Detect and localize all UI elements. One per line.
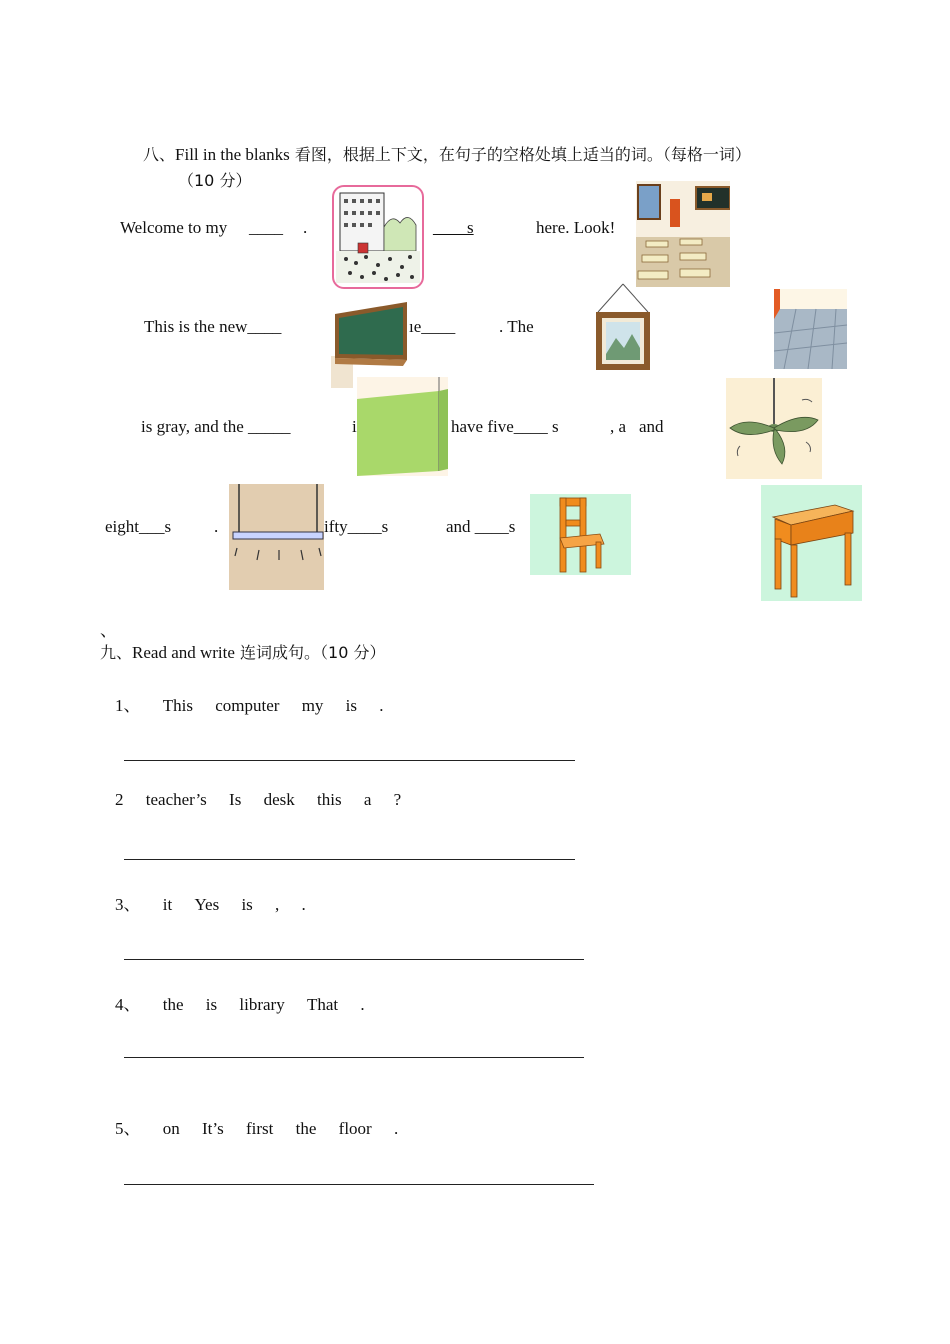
line4-text-c: ifty____s [324, 517, 389, 536]
chair-picture [530, 494, 631, 575]
item-2 [115, 790, 419, 810]
classroom-drawing [636, 181, 730, 287]
floor-picture [774, 289, 847, 369]
word: It’s [202, 1119, 224, 1138]
line3-text-d: , a [610, 417, 627, 436]
line1-period: . [303, 218, 308, 237]
word: a [363, 790, 372, 809]
line3-text-b: i [352, 417, 357, 436]
section8-heading [143, 142, 751, 165]
line1-blank-1: ____ [249, 218, 283, 237]
word: . [379, 696, 384, 715]
blackboard-picture [331, 300, 409, 388]
item-1 [115, 691, 402, 716]
answer-line-1[interactable] [124, 760, 575, 761]
answer-line-3[interactable] [124, 959, 584, 960]
word: on [162, 1119, 180, 1138]
line1-text-a: Welcome to my [120, 218, 228, 237]
school-picture [332, 185, 424, 289]
item-number: 1、 [115, 696, 141, 715]
word: That [306, 995, 339, 1014]
word: . [393, 1119, 399, 1138]
word: first [245, 1119, 274, 1138]
word: teacher’s [145, 790, 207, 809]
section9-score: （10 分） [320, 643, 386, 662]
green-wall-picture [357, 377, 448, 476]
item-5 [115, 1114, 416, 1139]
section8-score: （10 分） [178, 171, 252, 190]
word: , [275, 895, 280, 914]
word: This [162, 696, 193, 715]
wall-picture [592, 282, 654, 374]
item-4 [115, 990, 383, 1015]
stray-mark: 、 [100, 621, 117, 640]
line2-text-c: . The [499, 317, 534, 336]
wall-picture-drawing [592, 282, 654, 374]
fan-picture [726, 378, 822, 479]
word: is [205, 995, 218, 1014]
fan-drawing [726, 378, 822, 479]
word: is [241, 895, 253, 914]
answer-line-4[interactable] [124, 1057, 584, 1058]
chair-drawing [530, 494, 631, 575]
word: the [295, 1119, 317, 1138]
item-3 [115, 890, 324, 915]
answer-line-5[interactable] [124, 1184, 594, 1185]
word: ? [393, 790, 402, 809]
line1-blank-2: ____s [433, 218, 474, 237]
word: . [301, 895, 306, 914]
section9-number: 九、 [100, 643, 133, 662]
section8-number: 八、 [143, 145, 176, 164]
line3-text-e: and [639, 417, 664, 436]
line1-text-e: here. Look! [536, 218, 616, 237]
word: the [162, 995, 184, 1014]
word: my [301, 696, 324, 715]
line3-text-c: have five____ s [451, 417, 559, 436]
word: is [345, 696, 358, 715]
section9-heading [100, 640, 385, 663]
blackboard-drawing [331, 300, 409, 388]
line2-text-a: This is the new____ [144, 317, 282, 336]
section8-title-cn: 看图，根据上下文，在句子的空格处填上适当的词。（每格一词） [289, 145, 751, 164]
line4-text-d: and ____s [446, 517, 516, 536]
green-wall-drawing [357, 377, 448, 476]
desk-picture [761, 485, 862, 601]
line4-text-a: eight___s [105, 517, 172, 536]
word: Yes [194, 895, 220, 914]
word: it [162, 895, 173, 914]
item-number: 3、 [115, 895, 141, 914]
line3-text-a: is gray, and the _____ [141, 417, 291, 436]
item-number: 2 [115, 790, 124, 809]
floor-drawing [774, 289, 847, 369]
school-drawing [334, 187, 422, 287]
word: computer [215, 696, 280, 715]
light-drawing [229, 484, 324, 590]
word: floor [338, 1119, 372, 1138]
desk-drawing [761, 485, 862, 601]
section9-title-en: Read and write [132, 643, 235, 662]
item-number: 4、 [115, 995, 141, 1014]
word: Is [229, 790, 242, 809]
line2-text-b: ıe____ [409, 317, 456, 336]
line4-text-b: . [214, 517, 219, 536]
word: . [360, 995, 365, 1014]
word: this [317, 790, 342, 809]
light-picture [229, 484, 324, 590]
classroom-picture [636, 181, 730, 287]
word: library [239, 995, 285, 1014]
item-number: 5、 [115, 1119, 141, 1138]
answer-line-2[interactable] [124, 859, 575, 860]
word: desk [263, 790, 295, 809]
section9-title-cn: 连词成句。 [234, 643, 321, 662]
section8-title-en: Fill in the blanks [175, 145, 290, 164]
